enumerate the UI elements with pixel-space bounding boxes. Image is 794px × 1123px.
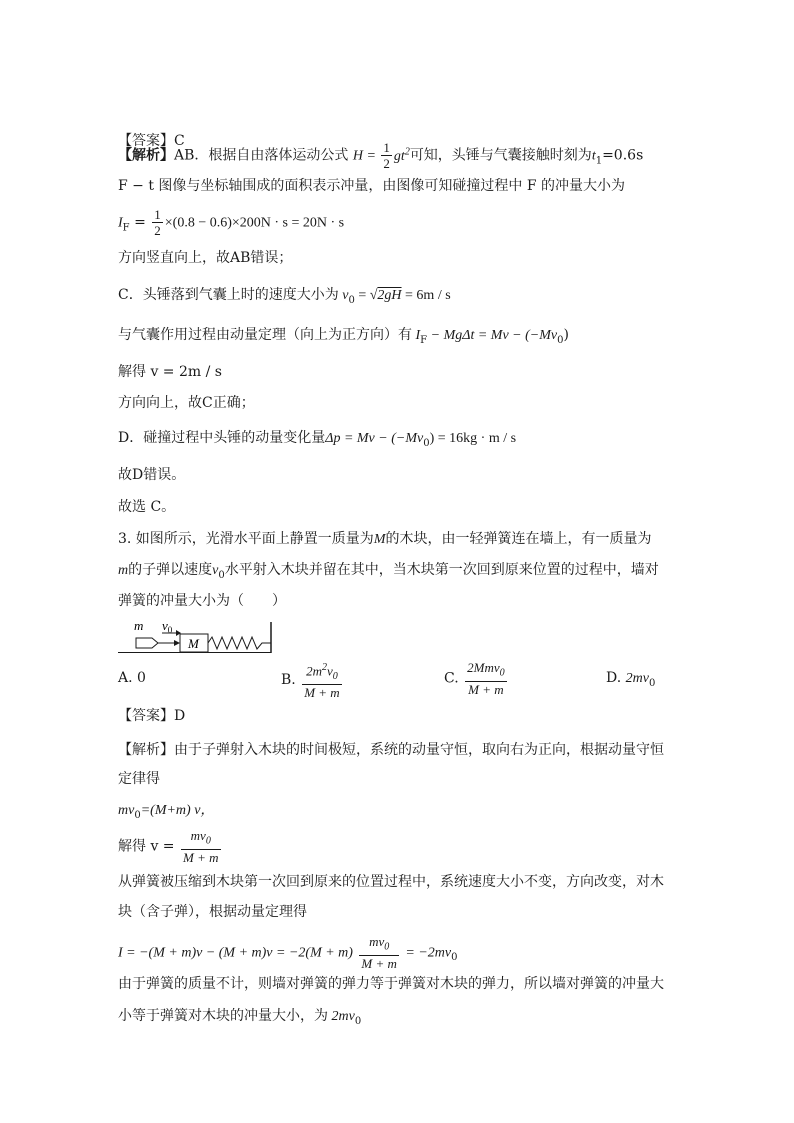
answer-label-q2: 【答案】C xyxy=(118,133,185,149)
q3-analysis-4: 块（含子弹），根据动量定理得 xyxy=(118,904,307,920)
impulse-result-equation: I = −(M + m)v − (M + m)v = −2(M + m) $\frac{mv_0}{M + m}$ = $-2mv_0$ xyxy=(118,934,458,971)
formula-h: H = xyxy=(352,148,380,164)
q3-analysis-1: 【解析】由于子弹射入木块的时间极短，系统的动量守恒，取向右为正向，根据动量守恒 xyxy=(118,742,664,758)
solve-v-fraction: 解得 v = $\frac{mv_0}{M + m}$ xyxy=(118,828,219,865)
q3-stem-line2: m的子弹以速度$v_0$水平射入木块并留在其中，当木块第一次回到原来位置的过程中，墙对 xyxy=(118,562,659,581)
figure-label-v0: $v_0$ xyxy=(162,618,173,635)
figure-label-m: m xyxy=(134,618,144,633)
analysis-ab-line: 【解析】AB．根据自由落体运动公式 H = $\frac{1}{2}$ $gt^2$可知，头锤与气囊接触时刻为$t_1=0.6s$ xyxy=(118,140,644,171)
q3-analysis-5: 由于弹簧的质量不计，则墙对弹簧的弹力等于弹簧对木块的弹力，所以墙对弹簧的冲量大 xyxy=(118,976,664,992)
figure-svg xyxy=(118,618,278,654)
part-c-velocity: C．头锤落到气囊上时的速度大小为 $v_0 = √2gH = 6m / s$ xyxy=(118,287,451,306)
momentum-equation: $mv_0=(M+m)$ v， xyxy=(118,803,215,821)
q3-analysis-6: 小等于弹簧对木块的冲量大小，为 $2mv_0$ xyxy=(118,1008,362,1027)
spring xyxy=(208,637,271,649)
option-c: C. $\frac{2Mmv_0}{M + m}$ xyxy=(444,660,505,697)
option-b: B. $\frac{2m^2v_0}{M + m}$ xyxy=(281,662,340,700)
part-d-line: D．碰撞过程中头锤的动量变化量$\Delta p = Mv - (-Mv_0) = 16kg \cdot m / s$ xyxy=(118,430,517,449)
solve-v: 解得 v = 2m / s xyxy=(118,364,222,380)
option-a: A. 0 xyxy=(118,670,146,686)
d-wrong: 故D错误。 xyxy=(118,467,186,483)
choose-c: 故选 C。 xyxy=(118,499,176,515)
part-c-theorem: 与气囊作用过程由动量定理（向上为正方向）有 $I_F - Mg\Delta t = Mv - (-Mv_0)$ xyxy=(118,327,569,346)
fraction-half: $\frac{1}{2}$ xyxy=(383,140,390,171)
direction-c: 方向向上，故C正确； xyxy=(118,395,255,411)
bullet-shape xyxy=(136,638,158,648)
ft-graph-line: F − t 图像与坐标轴围成的面积表示冲量，由图像可知碰撞过程中 F 的冲量大小为 xyxy=(118,178,626,194)
bullet-block-spring-figure xyxy=(118,618,278,658)
q3-analysis-3: 从弹簧被压缩到木块第一次回到原来的位置过程中，系统速度大小不变，方向改变，对木 xyxy=(118,874,664,890)
answer-label-q3: 【答案】D xyxy=(118,708,186,724)
analysis-tag: 【解析】 xyxy=(118,147,174,164)
impulse-equation: $I_F$ = $\frac{1}{2}$ ×(0.8 − 0.6)×200N · s = 20N · s xyxy=(118,207,345,238)
block-label-M: M xyxy=(188,636,199,651)
direction-ab: 方向竖直向上，故AB错误； xyxy=(118,250,293,266)
option-d: D. $2mv_0$ xyxy=(606,670,656,689)
bullet-arrow-head xyxy=(174,640,180,646)
q3-stem-line3: 弹簧的冲量大小为（ ） xyxy=(118,593,286,609)
q3-analysis-2: 定律得 xyxy=(118,771,160,787)
q3-stem-line1: 3. 如图所示，光滑水平面上静置一质量为M的木块，由一轻弹簧连在墙上，有一质量为 xyxy=(118,531,652,547)
